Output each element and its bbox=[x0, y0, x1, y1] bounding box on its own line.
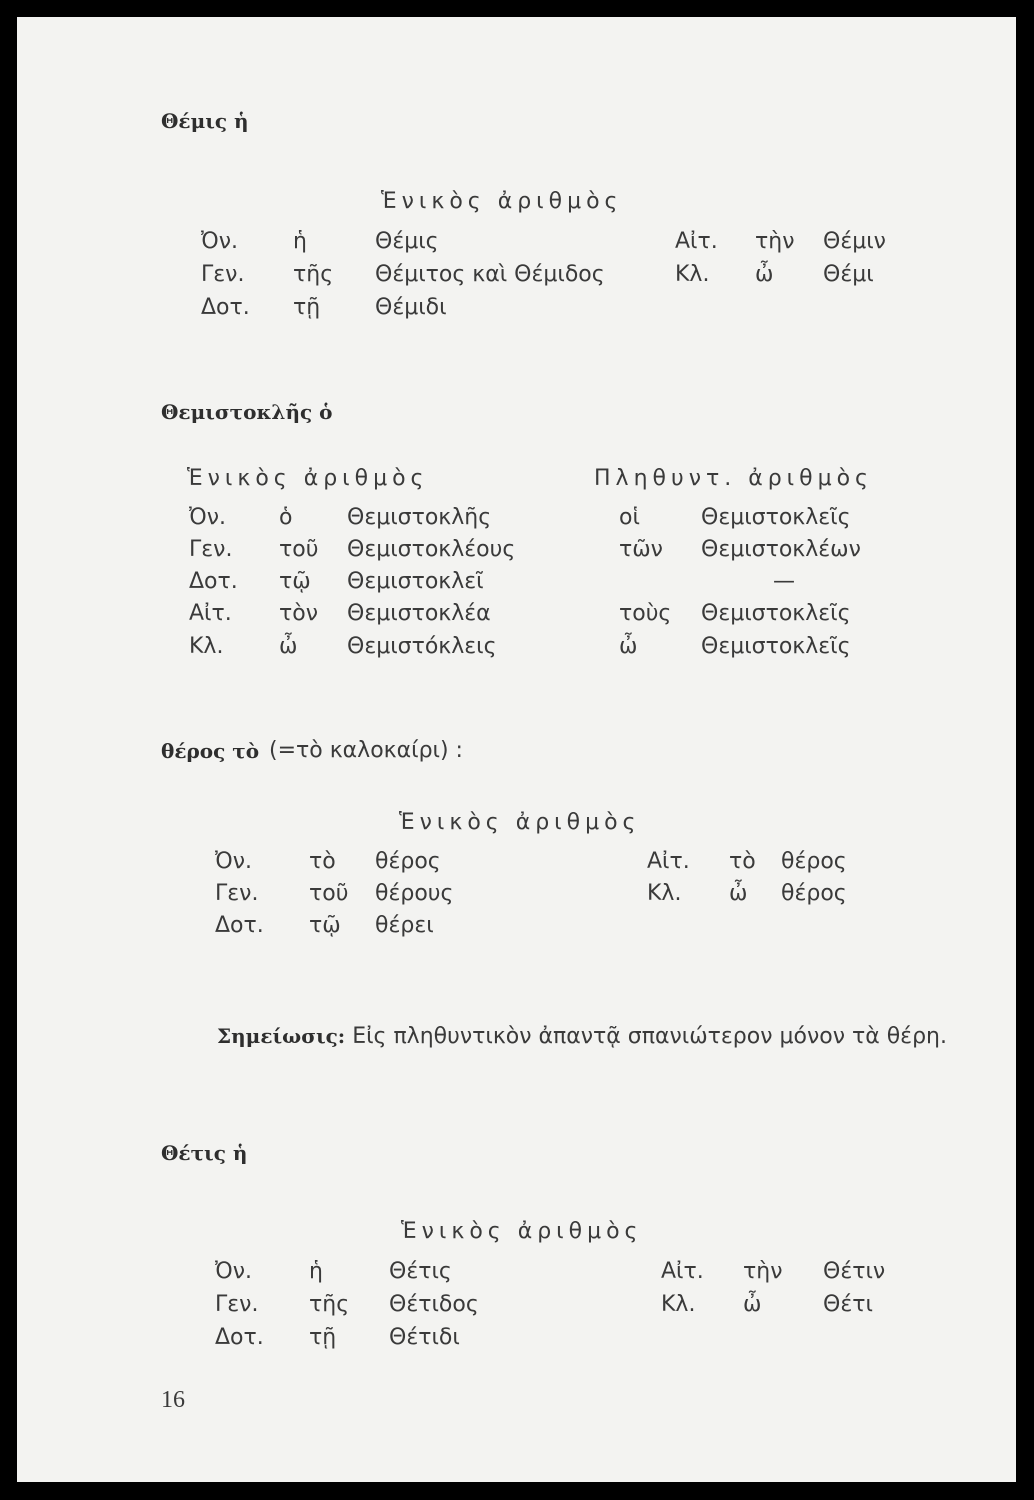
article: τὸ bbox=[309, 849, 336, 874]
article: τὴν bbox=[743, 1259, 783, 1284]
noun-form: θέρους bbox=[375, 881, 454, 906]
plural-form: Θεμιστοκλέων bbox=[701, 537, 861, 562]
case-label: Κλ. bbox=[661, 1292, 696, 1317]
article: τῷ bbox=[309, 913, 341, 938]
note-paragraph bbox=[161, 1019, 961, 1054]
book-page bbox=[17, 17, 1016, 1482]
plural-article: οἱ bbox=[619, 505, 640, 530]
entry-heading-themis: Θέμις ἡ bbox=[161, 109, 249, 133]
plural-form: Θεμιστοκλεῖς bbox=[701, 601, 851, 626]
case-label: Κλ. bbox=[675, 262, 710, 287]
article: ἡ bbox=[309, 1259, 323, 1284]
entry-heading-thetis: Θέτις ἡ bbox=[161, 1141, 248, 1165]
noun-form: Θεμιστοκλέους bbox=[347, 537, 516, 562]
case-label: Δοτ. bbox=[201, 295, 250, 320]
note-label: Σημείωσις: bbox=[217, 1024, 346, 1048]
note-text: Εἰς πληθυντικὸν ἀπαντᾷ σπανιώτερον μόνον τὰ θέρη. bbox=[352, 1024, 947, 1049]
case-label: Δοτ. bbox=[189, 569, 238, 594]
plural-article: ὦ bbox=[619, 634, 638, 659]
noun-form: Θεμιστοκλεῖ bbox=[347, 569, 484, 594]
article: τῆς bbox=[293, 262, 334, 287]
noun-form: θέρος bbox=[781, 849, 847, 874]
plural-form: Θεμιστοκλεῖς bbox=[701, 634, 851, 659]
noun-form: Θέτιν bbox=[823, 1259, 886, 1284]
case-label: Ὀν. bbox=[215, 1259, 252, 1284]
case-label: Ὀν. bbox=[215, 849, 252, 874]
page-number: 16 bbox=[161, 1387, 185, 1413]
noun-form: Θέτις bbox=[389, 1259, 452, 1284]
case-label: Κλ. bbox=[189, 634, 224, 659]
noun-form: Θεμιστοκλέα bbox=[347, 601, 491, 626]
article: τῷ bbox=[279, 569, 311, 594]
article: τοῦ bbox=[279, 537, 319, 562]
article: τὸν bbox=[279, 601, 318, 626]
case-label: Αἰτ. bbox=[189, 601, 232, 626]
case-label: Κλ. bbox=[647, 881, 682, 906]
noun-form: θέρος bbox=[781, 881, 847, 906]
article: τοῦ bbox=[309, 881, 349, 906]
noun-form: Θέμιν bbox=[823, 229, 886, 254]
plural-form-absent: — bbox=[773, 569, 795, 594]
article: ὦ bbox=[729, 881, 748, 906]
case-label: Ὀν. bbox=[201, 229, 238, 254]
article: τὴν bbox=[755, 229, 795, 254]
article: τῆς bbox=[309, 1292, 350, 1317]
singular-label: Ἑνικὸς ἀριθμὸς bbox=[401, 1219, 643, 1244]
case-label: Γεν. bbox=[215, 881, 259, 906]
noun-form: Θέμι bbox=[823, 262, 874, 287]
case-label: Γεν. bbox=[201, 262, 245, 287]
heading-gloss: (=τὸ καλοκαίρι) : bbox=[269, 738, 463, 763]
noun-form: θέρος bbox=[375, 849, 441, 874]
singular-label: Ἑνικὸς ἀριθμὸς bbox=[381, 189, 623, 214]
noun-form: θέρει bbox=[375, 913, 434, 938]
noun-form: Θέτι bbox=[823, 1292, 873, 1317]
case-label: Ὀν. bbox=[189, 505, 226, 530]
plural-article: τοὺς bbox=[619, 601, 672, 626]
noun-form: Θέτιδος bbox=[389, 1292, 479, 1317]
article: ὦ bbox=[279, 634, 298, 659]
case-label: Αἰτ. bbox=[661, 1259, 704, 1284]
case-label: Δοτ. bbox=[215, 913, 264, 938]
entry-heading-theros: θέρος τὸ bbox=[161, 739, 260, 763]
case-label: Γεν. bbox=[215, 1292, 259, 1317]
noun-form: Θέμιδι bbox=[375, 295, 447, 320]
article: τῇ bbox=[293, 295, 321, 320]
noun-form: Θέμις bbox=[375, 229, 439, 254]
case-label: Γεν. bbox=[189, 537, 233, 562]
noun-form: Θεμιστοκλῆς bbox=[347, 505, 492, 530]
noun-form: Θέτιδι bbox=[389, 1325, 460, 1350]
article: ὁ bbox=[279, 505, 293, 530]
article: ὦ bbox=[743, 1292, 762, 1317]
article: τῇ bbox=[309, 1325, 337, 1350]
singular-label: Ἑνικὸς ἀριθμὸς bbox=[399, 810, 641, 835]
article: τὸ bbox=[729, 849, 756, 874]
article: ἡ bbox=[293, 229, 307, 254]
entry-heading-themistokles: Θεμιστοκλῆς ὁ bbox=[161, 400, 333, 424]
case-label: Αἰτ. bbox=[675, 229, 718, 254]
article: ὦ bbox=[755, 262, 774, 287]
noun-form: Θεμιστόκλεις bbox=[347, 634, 497, 659]
plural-label: Πληθυντ. ἀριθμὸς bbox=[594, 466, 873, 491]
case-label: Αἰτ. bbox=[647, 849, 690, 874]
plural-form: Θεμιστοκλεῖς bbox=[701, 505, 851, 530]
noun-form: Θέμιτος καὶ Θέμιδος bbox=[375, 262, 605, 287]
plural-article: τῶν bbox=[619, 537, 663, 562]
singular-label: Ἑνικὸς ἀριθμὸς bbox=[187, 466, 429, 491]
case-label: Δοτ. bbox=[215, 1325, 264, 1350]
